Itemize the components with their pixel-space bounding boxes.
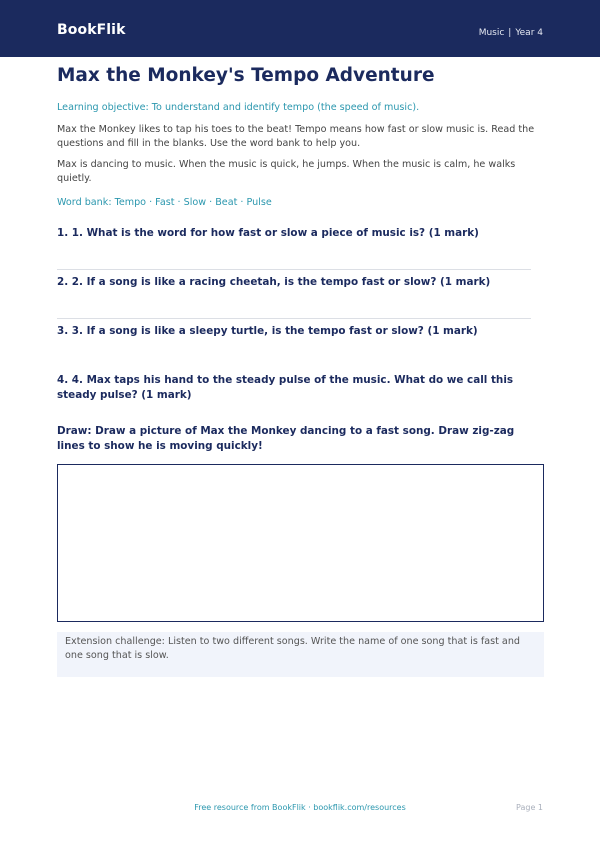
subject-label: Music — [478, 28, 505, 38]
meta-separator: | — [508, 28, 512, 38]
question-4: 4. 4. Max taps his hand to the steady pulse of the music. What do we call this steady pulse? (1 mark) — [57, 374, 514, 401]
year-label: Year 4 — [515, 28, 543, 38]
drawing-area[interactable] — [57, 464, 544, 622]
learning-objective: Learning objective: To understand and identify tempo (the speed of music). — [57, 102, 420, 113]
header-bar — [0, 0, 600, 57]
brand-logo[interactable]: BookFlik — [57, 22, 126, 38]
answer-line-1[interactable] — [57, 269, 531, 270]
question-2: 2. 2. If a song is like a racing cheetah, is the tempo fast or slow? (1 mark) — [57, 276, 491, 288]
subject-year-label — [479, 28, 543, 38]
draw-prompt: Draw: Draw a picture of Max the Monkey dancing to a fast song. Draw zig-zag lines to show he is moving quickly! — [57, 425, 515, 452]
answer-line-2[interactable] — [57, 318, 531, 319]
question-1: 1. 1. What is the word for how fast or slow a piece of music is? (1 mark) — [57, 227, 479, 239]
page-title: Max the Monkey's Tempo Adventure — [57, 65, 435, 86]
footer-credit-link[interactable]: Free resource from BookFlik · bookflik.com/resources — [194, 803, 406, 812]
intro-text: Max the Monkey likes to tap his toes to the beat! Tempo means how fast or slow music is. Read the questions and fill in the blanks. Use the word bank to help you. — [57, 124, 535, 149]
extension-challenge — [57, 632, 544, 677]
scenario-text: Max is dancing to music. When the music is quick, he jumps. When the music is calm, he walks quietly. — [57, 159, 516, 184]
worksheet-content — [57, 64, 543, 677]
extension-text: Extension challenge: Listen to two different songs. Write the name of one song that is fast and one song that is slow. — [65, 636, 520, 661]
word-bank: Word bank: Tempo · Fast · Slow · Beat · Pulse — [57, 197, 272, 208]
page-number: Page 1 — [516, 803, 543, 812]
question-3: 3. 3. If a song is like a sleepy turtle, is the tempo fast or slow? (1 mark) — [57, 325, 478, 337]
footer — [0, 803, 600, 815]
